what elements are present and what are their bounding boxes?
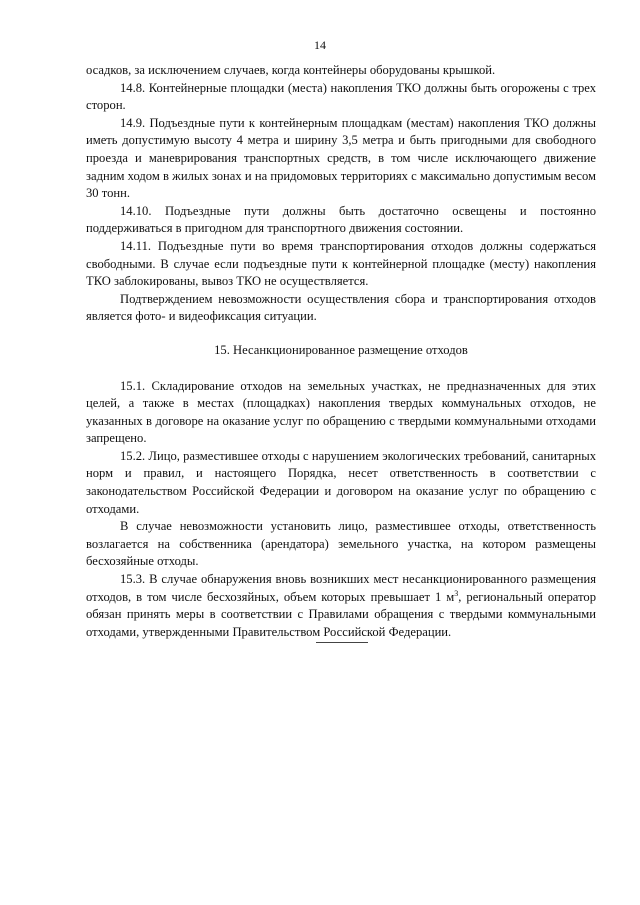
document-body: [86, 62, 596, 641]
paragraph-photo-video: Подтверждением невозможности осуществления сбора и транспортирования отходов является фото- и видеофиксация ситуации.: [86, 291, 596, 324]
paragraph-15-1: 15.1. Складирование отходов на земельных участках, не предназначенных для этих целей, а также в местах (площадках) накопления твердых коммунальных отходов, не указанных в договоре на оказание услуг по обращению с твердыми коммунальными отходами запрещено.: [86, 378, 596, 446]
cubic-superscript: 3: [454, 588, 459, 598]
paragraph-14-9: 14.9. Подъездные пути к контейнерным площадкам (местам) накопления ТКО должны иметь допустимую высоту 4 метра и ширину 3,5 метра и быть пригодными для свободного проезда и маневрирования транспортных средств, в том числе исключающего движение задним ходом в жилых зонах и на придомовых территориях с максимально допустимым весом 30 тонн.: [86, 115, 596, 201]
page-number: 14: [314, 38, 326, 52]
paragraph-continuation: осадков, за исключением случаев, когда контейнеры оборудованы крышкой.: [86, 63, 496, 77]
paragraph-14-8: 14.8. Контейнерные площадки (места) накопления ТКО должны быть огорожены с трех сторон.: [86, 80, 596, 113]
paragraph-15-3-part2: , региональный оператор обязан принять меры в соответствии с Правилами обращения с твердыми коммунальными отходами, утвержденными Правительством Российской Федерации.: [86, 589, 596, 639]
paragraph-15-3-part1: 15.3. В случае обнаружения вновь возникших мест несанкционированного размещения отходов, в том числе бесхозяйных, объем которых превышает 1 м: [86, 572, 596, 604]
paragraph-15-3: [86, 571, 596, 641]
paragraph-15-2: 15.2. Лицо, разместившее отходы с нарушением экологических требований, санитарных норм и правил, и настоящего Порядка, несет ответственность в соответствии с законодательством Российской Федерации и договором на оказание услуг по обращению с отходами.: [86, 448, 596, 516]
section-heading-15: 15. Несанкционированное размещение отходов: [214, 342, 468, 357]
end-separator-line: [316, 642, 368, 643]
paragraph-15-2-note: В случае невозможности установить лицо, разместившее отходы, ответственность возлагается на собственника (арендатора) земельного участка, на котором размещены бесхозяйные отходы.: [86, 519, 596, 569]
paragraph-14-10: 14.10. Подъездные пути должны быть достаточно освещены и постоянно поддерживаться в пригодном для транспортного движения состоянии.: [86, 203, 596, 236]
paragraph-14-11: 14.11. Подъездные пути во время транспортирования отходов должны содержаться свободными. В случае если подъездные пути к контейнерной площадке (месту) накопления ТКО заблокированы, вывоз ТКО не осуществляется.: [86, 238, 596, 289]
